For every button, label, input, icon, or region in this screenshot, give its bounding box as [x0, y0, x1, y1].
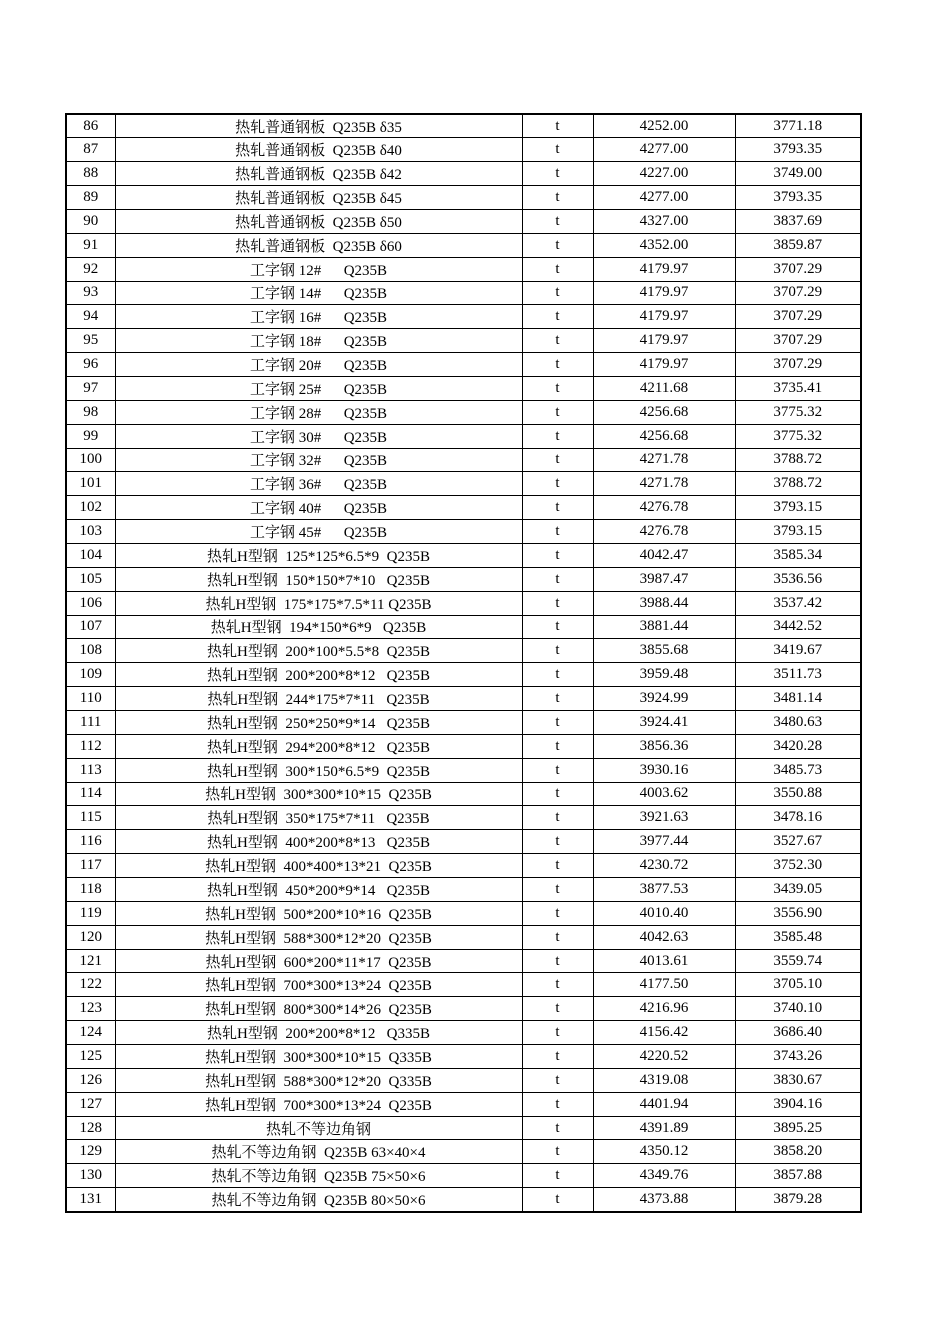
- unit-cell: t: [522, 329, 593, 353]
- price-1-cell: 3924.41: [593, 710, 735, 734]
- price-2-cell: 3536.56: [735, 567, 861, 591]
- item-name-cell: 热轧普通钢板 Q235B δ40: [115, 138, 522, 162]
- price-2-cell: 3420.28: [735, 734, 861, 758]
- price-2-cell: 3771.18: [735, 114, 861, 138]
- price-2-cell: 3707.29: [735, 305, 861, 329]
- table-row: [66, 734, 861, 758]
- price-1-cell: 4401.94: [593, 1092, 735, 1116]
- row-number-cell: 121: [66, 949, 115, 973]
- unit-cell: t: [522, 496, 593, 520]
- price-1-cell: 4179.97: [593, 305, 735, 329]
- price-2-cell: 3793.35: [735, 186, 861, 210]
- unit-cell: t: [522, 925, 593, 949]
- price-2-cell: 3686.40: [735, 1021, 861, 1045]
- item-name-cell: 热轧H型钢 350*175*7*11 Q235B: [115, 806, 522, 830]
- table-row: [66, 1140, 861, 1164]
- item-name-cell: 热轧H型钢 588*300*12*20 Q235B: [115, 925, 522, 949]
- table-row: [66, 376, 861, 400]
- row-number-cell: 99: [66, 424, 115, 448]
- price-1-cell: 4177.50: [593, 973, 735, 997]
- item-name-cell: 热轧H型钢 400*400*13*21 Q235B: [115, 854, 522, 878]
- price-2-cell: 3527.67: [735, 830, 861, 854]
- unit-cell: t: [522, 782, 593, 806]
- unit-cell: t: [522, 472, 593, 496]
- row-number-cell: 93: [66, 281, 115, 305]
- row-number-cell: 97: [66, 376, 115, 400]
- table-row: [66, 949, 861, 973]
- price-1-cell: 4373.88: [593, 1188, 735, 1212]
- item-name-cell: 工字钢 40# Q235B: [115, 496, 522, 520]
- item-name-cell: 热轧不等边角钢 Q235B 75×50×6: [115, 1164, 522, 1188]
- price-2-cell: 3442.52: [735, 615, 861, 639]
- unit-cell: t: [522, 639, 593, 663]
- table-row: [66, 1116, 861, 1140]
- item-name-cell: 热轧H型钢 800*300*14*26 Q235B: [115, 997, 522, 1021]
- table-row: [66, 973, 861, 997]
- table-row: [66, 1068, 861, 1092]
- price-1-cell: 3877.53: [593, 878, 735, 902]
- table-row: [66, 639, 861, 663]
- item-name-cell: 热轧普通钢板 Q235B δ45: [115, 186, 522, 210]
- item-name-cell: 工字钢 30# Q235B: [115, 424, 522, 448]
- table-row: [66, 782, 861, 806]
- row-number-cell: 96: [66, 353, 115, 377]
- table-row: [66, 472, 861, 496]
- price-2-cell: 3830.67: [735, 1068, 861, 1092]
- price-1-cell: 3855.68: [593, 639, 735, 663]
- unit-cell: t: [522, 376, 593, 400]
- price-1-cell: 3921.63: [593, 806, 735, 830]
- price-1-cell: 4179.97: [593, 329, 735, 353]
- table-row: [66, 233, 861, 257]
- price-1-cell: 4042.63: [593, 925, 735, 949]
- row-number-cell: 131: [66, 1188, 115, 1212]
- unit-cell: t: [522, 1116, 593, 1140]
- price-2-cell: 3480.63: [735, 710, 861, 734]
- unit-cell: t: [522, 233, 593, 257]
- item-name-cell: 热轧H型钢 300*300*10*15 Q335B: [115, 1045, 522, 1069]
- unit-cell: t: [522, 305, 593, 329]
- price-1-cell: 4216.96: [593, 997, 735, 1021]
- item-name-cell: 热轧普通钢板 Q235B δ50: [115, 209, 522, 233]
- table-row: [66, 615, 861, 639]
- table-body: [66, 114, 861, 1212]
- row-number-cell: 126: [66, 1068, 115, 1092]
- unit-cell: t: [522, 353, 593, 377]
- price-2-cell: 3895.25: [735, 1116, 861, 1140]
- row-number-cell: 129: [66, 1140, 115, 1164]
- item-name-cell: 热轧不等边角钢 Q235B 80×50×6: [115, 1188, 522, 1212]
- price-1-cell: 3856.36: [593, 734, 735, 758]
- row-number-cell: 123: [66, 997, 115, 1021]
- row-number-cell: 119: [66, 901, 115, 925]
- price-1-cell: 4276.78: [593, 496, 735, 520]
- price-1-cell: 4271.78: [593, 472, 735, 496]
- item-name-cell: 热轧H型钢 500*200*10*16 Q235B: [115, 901, 522, 925]
- price-2-cell: 3707.29: [735, 257, 861, 281]
- price-1-cell: 4277.00: [593, 138, 735, 162]
- price-1-cell: 4010.40: [593, 901, 735, 925]
- row-number-cell: 91: [66, 233, 115, 257]
- table-row: [66, 496, 861, 520]
- table-row: [66, 925, 861, 949]
- price-1-cell: 4230.72: [593, 854, 735, 878]
- row-number-cell: 127: [66, 1092, 115, 1116]
- price-1-cell: 4220.52: [593, 1045, 735, 1069]
- item-name-cell: 工字钢 14# Q235B: [115, 281, 522, 305]
- item-name-cell: 热轧H型钢 700*300*13*24 Q235B: [115, 1092, 522, 1116]
- unit-cell: t: [522, 162, 593, 186]
- price-2-cell: 3707.29: [735, 353, 861, 377]
- row-number-cell: 125: [66, 1045, 115, 1069]
- price-1-cell: 4327.00: [593, 209, 735, 233]
- price-2-cell: 3478.16: [735, 806, 861, 830]
- price-2-cell: 3705.10: [735, 973, 861, 997]
- unit-cell: t: [522, 854, 593, 878]
- item-name-cell: 热轧H型钢 300*300*10*15 Q235B: [115, 782, 522, 806]
- price-2-cell: 3793.15: [735, 496, 861, 520]
- table-row: [66, 281, 861, 305]
- item-name-cell: 热轧H型钢 200*200*8*12 Q335B: [115, 1021, 522, 1045]
- table-row: [66, 520, 861, 544]
- price-1-cell: 4256.68: [593, 400, 735, 424]
- item-name-cell: 热轧H型钢 400*200*8*13 Q235B: [115, 830, 522, 854]
- unit-cell: t: [522, 567, 593, 591]
- row-number-cell: 124: [66, 1021, 115, 1045]
- price-2-cell: 3740.10: [735, 997, 861, 1021]
- price-2-cell: 3439.05: [735, 878, 861, 902]
- table-row: [66, 162, 861, 186]
- unit-cell: t: [522, 400, 593, 424]
- row-number-cell: 92: [66, 257, 115, 281]
- price-2-cell: 3858.20: [735, 1140, 861, 1164]
- table-row: [66, 1092, 861, 1116]
- item-name-cell: 热轧H型钢 600*200*11*17 Q235B: [115, 949, 522, 973]
- price-2-cell: 3788.72: [735, 472, 861, 496]
- unit-cell: t: [522, 209, 593, 233]
- row-number-cell: 107: [66, 615, 115, 639]
- table-row: [66, 901, 861, 925]
- row-number-cell: 102: [66, 496, 115, 520]
- table-row: [66, 305, 861, 329]
- row-number-cell: 89: [66, 186, 115, 210]
- row-number-cell: 128: [66, 1116, 115, 1140]
- price-1-cell: 4179.97: [593, 257, 735, 281]
- row-number-cell: 111: [66, 710, 115, 734]
- price-1-cell: 4211.68: [593, 376, 735, 400]
- item-name-cell: 热轧H型钢 150*150*7*10 Q235B: [115, 567, 522, 591]
- item-name-cell: 工字钢 18# Q235B: [115, 329, 522, 353]
- price-2-cell: 3904.16: [735, 1092, 861, 1116]
- price-1-cell: 4013.61: [593, 949, 735, 973]
- unit-cell: t: [522, 878, 593, 902]
- row-number-cell: 95: [66, 329, 115, 353]
- row-number-cell: 117: [66, 854, 115, 878]
- unit-cell: t: [522, 806, 593, 830]
- row-number-cell: 109: [66, 663, 115, 687]
- row-number-cell: 112: [66, 734, 115, 758]
- row-number-cell: 103: [66, 520, 115, 544]
- price-2-cell: 3743.26: [735, 1045, 861, 1069]
- item-name-cell: 热轧H型钢 294*200*8*12 Q235B: [115, 734, 522, 758]
- table-row: [66, 591, 861, 615]
- table-row: [66, 186, 861, 210]
- unit-cell: t: [522, 973, 593, 997]
- item-name-cell: 热轧普通钢板 Q235B δ42: [115, 162, 522, 186]
- table-row: [66, 257, 861, 281]
- table-row: [66, 329, 861, 353]
- unit-cell: t: [522, 257, 593, 281]
- table-row: [66, 543, 861, 567]
- price-2-cell: 3485.73: [735, 758, 861, 782]
- steel-price-table: [65, 113, 862, 1213]
- unit-cell: t: [522, 543, 593, 567]
- table-row: [66, 878, 861, 902]
- table-row: [66, 997, 861, 1021]
- table-row: [66, 138, 861, 162]
- row-number-cell: 114: [66, 782, 115, 806]
- table-row: [66, 687, 861, 711]
- table-row: [66, 854, 861, 878]
- price-1-cell: 3987.47: [593, 567, 735, 591]
- price-1-cell: 4349.76: [593, 1164, 735, 1188]
- item-name-cell: 热轧普通钢板 Q235B δ35: [115, 114, 522, 138]
- table-row: [66, 1045, 861, 1069]
- item-name-cell: 热轧H型钢 450*200*9*14 Q235B: [115, 878, 522, 902]
- table-row: [66, 663, 861, 687]
- row-number-cell: 130: [66, 1164, 115, 1188]
- table-row: [66, 114, 861, 138]
- price-2-cell: 3752.30: [735, 854, 861, 878]
- price-1-cell: 4276.78: [593, 520, 735, 544]
- unit-cell: t: [522, 758, 593, 782]
- unit-cell: t: [522, 520, 593, 544]
- price-1-cell: 3881.44: [593, 615, 735, 639]
- item-name-cell: 热轧普通钢板 Q235B δ60: [115, 233, 522, 257]
- price-2-cell: 3550.88: [735, 782, 861, 806]
- item-name-cell: 热轧不等边角钢 Q235B 63×40×4: [115, 1140, 522, 1164]
- item-name-cell: 热轧H型钢 200*200*8*12 Q235B: [115, 663, 522, 687]
- row-number-cell: 108: [66, 639, 115, 663]
- item-name-cell: 热轧H型钢 194*150*6*9 Q235B: [115, 615, 522, 639]
- table-row: [66, 1188, 861, 1212]
- price-2-cell: 3419.67: [735, 639, 861, 663]
- row-number-cell: 106: [66, 591, 115, 615]
- price-2-cell: 3788.72: [735, 448, 861, 472]
- table-row: [66, 448, 861, 472]
- item-name-cell: 热轧不等边角钢: [115, 1116, 522, 1140]
- unit-cell: t: [522, 114, 593, 138]
- price-2-cell: 3859.87: [735, 233, 861, 257]
- table-row: [66, 1021, 861, 1045]
- item-name-cell: 热轧H型钢 700*300*13*24 Q235B: [115, 973, 522, 997]
- price-2-cell: 3793.15: [735, 520, 861, 544]
- price-1-cell: 3977.44: [593, 830, 735, 854]
- unit-cell: t: [522, 830, 593, 854]
- unit-cell: t: [522, 901, 593, 925]
- unit-cell: t: [522, 186, 593, 210]
- unit-cell: t: [522, 997, 593, 1021]
- row-number-cell: 113: [66, 758, 115, 782]
- price-2-cell: 3556.90: [735, 901, 861, 925]
- price-1-cell: 4350.12: [593, 1140, 735, 1164]
- row-number-cell: 105: [66, 567, 115, 591]
- item-name-cell: 热轧H型钢 175*175*7.5*11 Q235B: [115, 591, 522, 615]
- price-1-cell: 4003.62: [593, 782, 735, 806]
- row-number-cell: 115: [66, 806, 115, 830]
- price-1-cell: 4277.00: [593, 186, 735, 210]
- row-number-cell: 104: [66, 543, 115, 567]
- row-number-cell: 86: [66, 114, 115, 138]
- row-number-cell: 87: [66, 138, 115, 162]
- unit-cell: t: [522, 949, 593, 973]
- table-row: [66, 353, 861, 377]
- price-1-cell: 4252.00: [593, 114, 735, 138]
- unit-cell: t: [522, 734, 593, 758]
- price-1-cell: 4256.68: [593, 424, 735, 448]
- unit-cell: t: [522, 138, 593, 162]
- item-name-cell: 热轧H型钢 125*125*6.5*9 Q235B: [115, 543, 522, 567]
- item-name-cell: 热轧H型钢 244*175*7*11 Q235B: [115, 687, 522, 711]
- price-2-cell: 3793.35: [735, 138, 861, 162]
- table-row: [66, 758, 861, 782]
- price-2-cell: 3837.69: [735, 209, 861, 233]
- item-name-cell: 工字钢 32# Q235B: [115, 448, 522, 472]
- price-2-cell: 3707.29: [735, 329, 861, 353]
- price-2-cell: 3559.74: [735, 949, 861, 973]
- price-1-cell: 4271.78: [593, 448, 735, 472]
- unit-cell: t: [522, 1140, 593, 1164]
- price-1-cell: 3924.99: [593, 687, 735, 711]
- price-2-cell: 3857.88: [735, 1164, 861, 1188]
- unit-cell: t: [522, 424, 593, 448]
- row-number-cell: 98: [66, 400, 115, 424]
- unit-cell: t: [522, 591, 593, 615]
- unit-cell: t: [522, 710, 593, 734]
- price-2-cell: 3707.29: [735, 281, 861, 305]
- item-name-cell: 工字钢 28# Q235B: [115, 400, 522, 424]
- table-row: [66, 1164, 861, 1188]
- row-number-cell: 122: [66, 973, 115, 997]
- price-1-cell: 4352.00: [593, 233, 735, 257]
- item-name-cell: 工字钢 16# Q235B: [115, 305, 522, 329]
- price-1-cell: 4179.97: [593, 353, 735, 377]
- price-2-cell: 3511.73: [735, 663, 861, 687]
- row-number-cell: 90: [66, 209, 115, 233]
- unit-cell: t: [522, 1092, 593, 1116]
- price-2-cell: 3735.41: [735, 376, 861, 400]
- row-number-cell: 118: [66, 878, 115, 902]
- item-name-cell: 热轧H型钢 588*300*12*20 Q335B: [115, 1068, 522, 1092]
- price-2-cell: 3879.28: [735, 1188, 861, 1212]
- unit-cell: t: [522, 1164, 593, 1188]
- row-number-cell: 88: [66, 162, 115, 186]
- unit-cell: t: [522, 663, 593, 687]
- price-2-cell: 3481.14: [735, 687, 861, 711]
- price-2-cell: 3537.42: [735, 591, 861, 615]
- row-number-cell: 100: [66, 448, 115, 472]
- item-name-cell: 热轧H型钢 250*250*9*14 Q235B: [115, 710, 522, 734]
- price-2-cell: 3585.34: [735, 543, 861, 567]
- price-1-cell: 3988.44: [593, 591, 735, 615]
- table-row: [66, 830, 861, 854]
- unit-cell: t: [522, 1021, 593, 1045]
- price-1-cell: 4227.00: [593, 162, 735, 186]
- row-number-cell: 120: [66, 925, 115, 949]
- unit-cell: t: [522, 281, 593, 305]
- table-row: [66, 424, 861, 448]
- unit-cell: t: [522, 1068, 593, 1092]
- table-row: [66, 806, 861, 830]
- price-2-cell: 3775.32: [735, 400, 861, 424]
- table-row: [66, 567, 861, 591]
- item-name-cell: 热轧H型钢 300*150*6.5*9 Q235B: [115, 758, 522, 782]
- price-1-cell: 4156.42: [593, 1021, 735, 1045]
- item-name-cell: 工字钢 36# Q235B: [115, 472, 522, 496]
- price-1-cell: 4179.97: [593, 281, 735, 305]
- item-name-cell: 工字钢 45# Q235B: [115, 520, 522, 544]
- price-2-cell: 3585.48: [735, 925, 861, 949]
- table-row: [66, 400, 861, 424]
- table-row: [66, 209, 861, 233]
- price-2-cell: 3775.32: [735, 424, 861, 448]
- price-1-cell: 4319.08: [593, 1068, 735, 1092]
- item-name-cell: 工字钢 12# Q235B: [115, 257, 522, 281]
- price-1-cell: 3930.16: [593, 758, 735, 782]
- unit-cell: t: [522, 1045, 593, 1069]
- item-name-cell: 工字钢 20# Q235B: [115, 353, 522, 377]
- price-2-cell: 3749.00: [735, 162, 861, 186]
- price-1-cell: 4391.89: [593, 1116, 735, 1140]
- unit-cell: t: [522, 448, 593, 472]
- price-1-cell: 3959.48: [593, 663, 735, 687]
- unit-cell: t: [522, 1188, 593, 1212]
- row-number-cell: 94: [66, 305, 115, 329]
- row-number-cell: 110: [66, 687, 115, 711]
- table-row: [66, 710, 861, 734]
- unit-cell: t: [522, 615, 593, 639]
- row-number-cell: 116: [66, 830, 115, 854]
- item-name-cell: 工字钢 25# Q235B: [115, 376, 522, 400]
- row-number-cell: 101: [66, 472, 115, 496]
- unit-cell: t: [522, 687, 593, 711]
- price-1-cell: 4042.47: [593, 543, 735, 567]
- item-name-cell: 热轧H型钢 200*100*5.5*8 Q235B: [115, 639, 522, 663]
